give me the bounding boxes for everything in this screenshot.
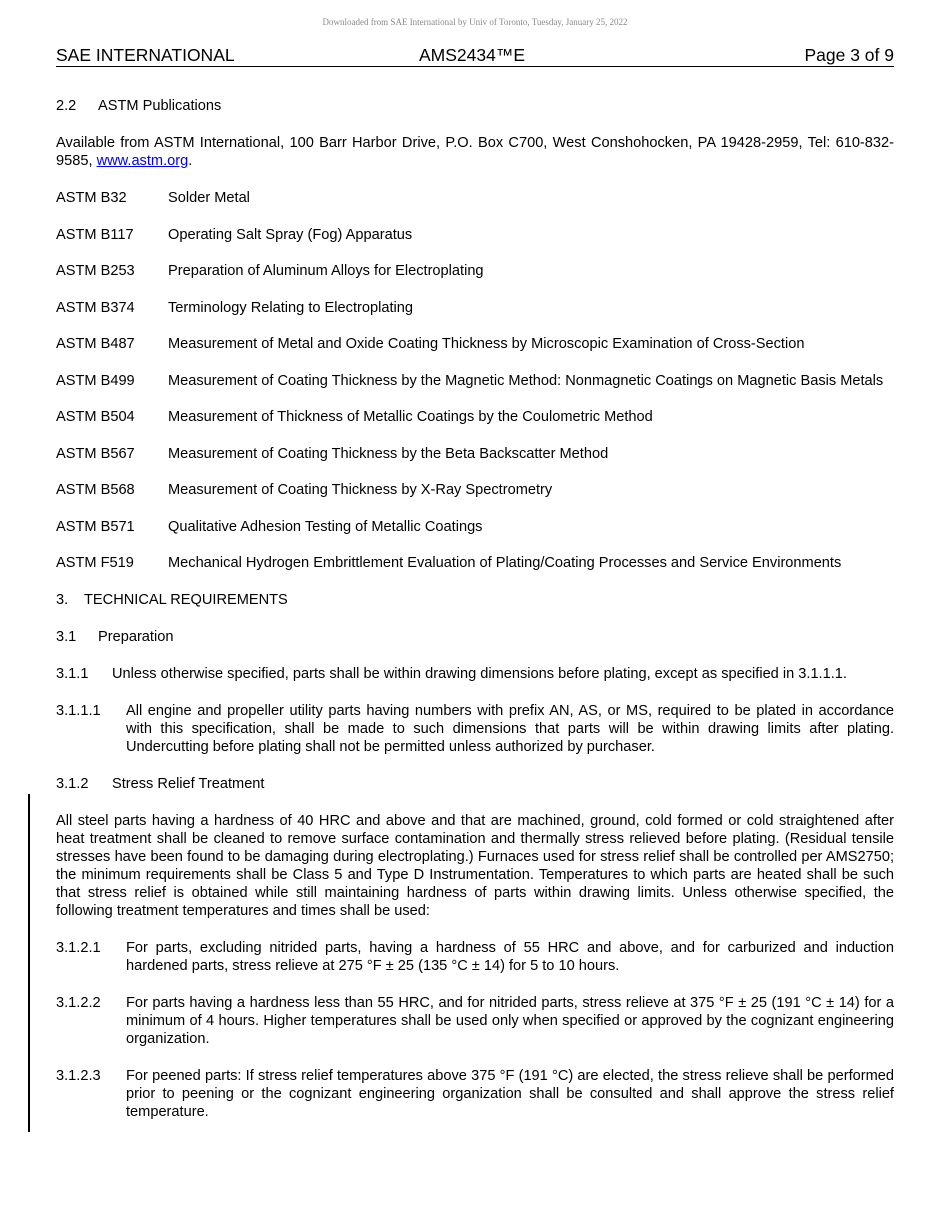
section-number: 2.2	[56, 98, 77, 114]
astm-reference-list	[56, 189, 894, 572]
reference-code: ASTM B567	[56, 445, 135, 462]
reference-code: ASTM F519	[56, 555, 134, 571]
header-document-number: AMS2434™E	[419, 45, 526, 65]
reference-title: Terminology Relating to Electroplating	[168, 299, 413, 316]
reference-code: ASTM B571	[56, 518, 135, 535]
reference-title: Measurement of Coating Thickness by X-Ray Spectrometry	[168, 482, 553, 498]
reference-row	[56, 408, 894, 426]
revision-change-bar	[28, 794, 30, 1132]
section-number: 3.1.2.1	[56, 940, 101, 956]
reference-title: Measurement of Thickness of Metallic Coatings by the Coulometric Method	[168, 409, 653, 425]
reference-row	[56, 554, 894, 572]
section-title: Stress Relief Treatment	[112, 776, 265, 792]
section-3-1-1-1	[56, 702, 894, 756]
section-3-1-2-3	[56, 1067, 894, 1121]
reference-row	[56, 189, 894, 207]
section-number: 3.1.2.2	[56, 995, 101, 1011]
reference-code: ASTM B253	[56, 263, 135, 279]
reference-title: Qualitative Adhesion Testing of Metallic Coatings	[168, 518, 483, 535]
reference-code: ASTM B504	[56, 409, 135, 425]
page-header	[56, 44, 894, 67]
header-publisher: SAE INTERNATIONAL	[56, 45, 235, 65]
reference-row	[56, 445, 894, 463]
reference-title: Mechanical Hydrogen Embrittlement Evaluation of Plating/Coating Processes and Service Environments	[168, 555, 842, 571]
reference-title: Measurement of Coating Thickness by the Beta Backscatter Method	[168, 445, 609, 462]
reference-row	[56, 335, 894, 353]
section-number: 3.1.2	[56, 776, 89, 792]
section-number: 3.1	[56, 629, 77, 645]
reference-code: ASTM B117	[56, 226, 134, 243]
reference-row	[56, 262, 894, 280]
header-page-number: Page 3 of 9	[804, 45, 894, 65]
reference-row	[56, 299, 894, 317]
section-title: Preparation	[98, 629, 174, 645]
reference-title: Preparation of Aluminum Alloys for Electroplating	[168, 263, 484, 279]
reference-title: Measurement of Metal and Oxide Coating Thickness by Microscopic Examination of Cross-Section	[168, 336, 805, 352]
section-3-1-heading	[56, 628, 894, 646]
stress-relief-paragraph: All steel parts having a hardness of 40 HRC and above and that are machined, ground, cold formed or cold straightened after heat treatment shall be cleaned to remove surface contamination and thermally stress relieved before plating. (Residual tensile stresses have been found to be damaging during electroplating.) Furnaces used for stress relief shall be controlled per AMS2750; the minimum requirements shall be Class 5 and Type D Instrumentation. Temperatures to which parts are heated shall be such that stress relief is obtained while still maintaining hardness of parts within drawing limits. Unless otherwise specified, the following treatment temperatures and times shall be used:	[56, 813, 894, 919]
reference-title: Measurement of Coating Thickness by the Magnetic Method: Nonmagnetic Coatings on Magnetic Basis Metals	[168, 372, 884, 389]
section-title: ASTM Publications	[98, 98, 222, 114]
section-3-1-2-1	[56, 939, 894, 975]
section-2-2-heading	[56, 97, 894, 115]
section-text: All engine and propeller utility parts having numbers with prefix AN, AS, or MS, required to be plated in accordance with this specification, shall be made to such dimensions that parts will be within drawing limits after plating. Undercutting before plating shall not be permitted unless authorized by purchaser.	[126, 703, 894, 755]
reference-code: ASTM B568	[56, 482, 135, 498]
section-3-1-2-2	[56, 994, 894, 1048]
download-watermark: Downloaded from SAE International by Univ of Toronto, Tuesday, January 25, 2022	[322, 17, 628, 27]
reference-row	[56, 481, 894, 499]
reference-code: ASTM B374	[56, 299, 135, 316]
reference-code: ASTM B487	[56, 336, 135, 352]
section-title: TECHNICAL REQUIREMENTS	[84, 592, 288, 608]
section-3-1-2-heading	[56, 775, 894, 793]
availability-period: .	[188, 153, 193, 169]
availability-text: Available from ASTM International, 100 Barr Harbor Drive, P.O. Box C700, West Conshohocken, PA 19428-2959, Tel: 610-832-9585,	[56, 135, 894, 169]
section-number: 3.	[56, 592, 69, 608]
section-text: For peened parts: If stress relief temperatures above 375 °F (191 °C) are elected, the stress relieve shall be performed prior to peening or the cognizant engineering organization shall be consulted and shall approve the stress relief temperature.	[126, 1068, 894, 1120]
section-number: 3.1.1.1	[56, 703, 101, 719]
section-number: 3.1.1	[56, 666, 89, 682]
reference-title: Operating Salt Spray (Fog) Apparatus	[168, 226, 413, 243]
astm-website-link[interactable]: www.astm.org	[96, 153, 189, 169]
reference-row	[56, 518, 894, 536]
reference-code: ASTM B499	[56, 372, 135, 389]
section-text: For parts, excluding nitrided parts, having a hardness of 55 HRC and above, and for carburized and induction hardened parts, stress relieve at 275 °F ± 25 (135 °C ± 14) for 5 to 10 hours.	[126, 940, 894, 974]
reference-row	[56, 226, 894, 244]
section-number: 3.1.2.3	[56, 1068, 101, 1084]
document-body	[56, 97, 894, 1121]
reference-code: ASTM B32	[56, 190, 127, 206]
astm-availability-paragraph	[56, 134, 894, 170]
section-text: Unless otherwise specified, parts shall be within drawing dimensions before plating, except as specified in 3.1.1.1.	[112, 666, 847, 682]
section-text: For parts having a hardness less than 55 HRC, and for nitrided parts, stress relieve at 375 °F ± 25 (191 °C ± 14) for a minimum of 4 hours. Higher temperatures shall be used only when specified or approved by the cognizant engineering organization.	[126, 995, 894, 1047]
reference-row	[56, 372, 894, 390]
section-3-heading	[56, 591, 894, 609]
reference-title: Solder Metal	[168, 190, 250, 206]
section-3-1-1	[56, 665, 894, 683]
